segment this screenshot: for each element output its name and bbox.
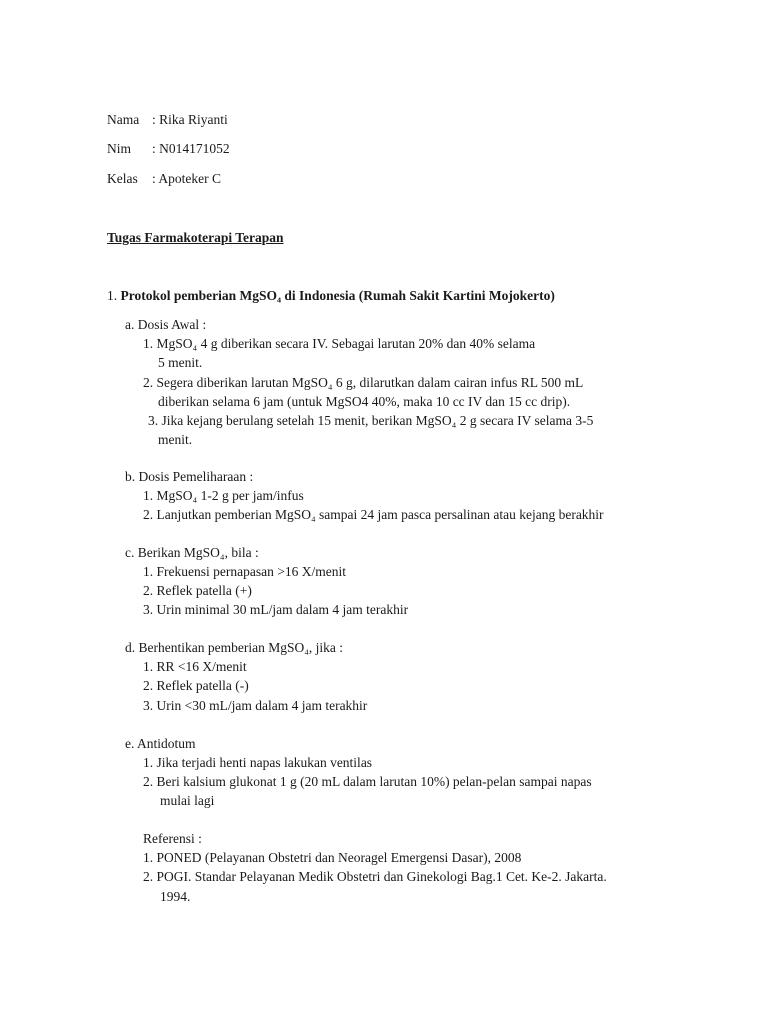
section-e-heading: e. Antidotum xyxy=(125,736,196,751)
list-item-c3: 3. Urin minimal 30 mL/jam dalam 4 jam terakhir xyxy=(143,602,409,617)
list-item-e2-line2: mulai lagi xyxy=(160,793,215,808)
nim-label: Nim xyxy=(107,141,132,156)
list-item-c2: 2. Reflek patella (+) xyxy=(143,583,252,598)
section-b-heading: b. Dosis Pemeliharaan : xyxy=(125,469,254,484)
reference-item-1: 1. PONED (Pelayanan Obstetri dan Neoragel Emergensi Dasar), 2008 xyxy=(143,850,522,865)
identity-kelas-row xyxy=(107,170,221,188)
list-item-a2-line2: diberikan selama 6 jam (untuk MgSO4 40%, maka 10 cc IV dan 15 cc drip). xyxy=(158,394,571,409)
nim-value: : N014171052 xyxy=(152,141,230,156)
list-item-e2-line1: 2. Beri kalsium glukonat 1 g (20 mL dalam larutan 10%) pelan-pelan sampai napas xyxy=(143,774,592,789)
document-title: Tugas Farmakoterapi Terapan xyxy=(107,230,284,245)
list-item-a1-line1: 1. MgSO₄ 4 g diberikan secara IV. Sebagai larutan 20% dan 40% selama xyxy=(143,336,536,351)
list-item-c1: 1. Frekuensi pernapasan >16 X/menit xyxy=(143,564,346,579)
kelas-label: Kelas xyxy=(107,171,138,186)
list-item-a3-line2: menit. xyxy=(158,432,193,447)
identity-nim-row xyxy=(107,140,230,158)
list-item-a2-line1: 2. Segera diberikan larutan MgSO₄ 6 g, dilarutkan dalam cairan infus RL 500 mL xyxy=(143,375,584,390)
reference-item-2-line1: 2. POGI. Standar Pelayanan Medik Obstetri dan Ginekologi Bag.1 Cet. Ke-2. Jakarta. xyxy=(143,869,607,884)
section-a-heading: a. Dosis Awal : xyxy=(125,317,207,332)
section-1-title: Protokol pemberian MgSO₄ di Indonesia (Rumah Sakit Kartini Mojokerto) xyxy=(120,288,555,303)
reference-item-2-line2: 1994. xyxy=(160,889,191,904)
references-heading: Referensi : xyxy=(143,831,202,846)
section-c-heading: c. Berikan MgSO₄, bila : xyxy=(125,545,259,560)
kelas-value: : Apoteker C xyxy=(152,171,221,186)
list-item-d1: 1. RR <16 X/menit xyxy=(143,659,247,674)
list-item-d2: 2. Reflek patella (-) xyxy=(143,678,249,693)
list-item-d3: 3. Urin <30 mL/jam dalam 4 jam terakhir xyxy=(143,698,368,713)
identity-nama-row xyxy=(107,111,228,129)
list-item-a1-line2: 5 menit. xyxy=(158,355,203,370)
list-item-a3-line1: 3. Jika kejang berulang setelah 15 menit, berikan MgSO₄ 2 g secara IV selama 3-5 xyxy=(148,413,594,428)
list-item-b2: 2. Lanjutkan pemberian MgSO₄ sampai 24 jam pasca persalinan atau kejang berakhir xyxy=(143,507,604,522)
list-item-b1: 1. MgSO₄ 1-2 g per jam/infus xyxy=(143,488,304,503)
list-item-e1: 1. Jika terjadi henti napas lakukan ventilas xyxy=(143,755,373,770)
nama-value: : Rika Riyanti xyxy=(152,112,228,127)
section-d-heading: d. Berhentikan pemberian MgSO₄, jika : xyxy=(125,640,344,655)
section-1-heading xyxy=(107,287,555,305)
section-1-number: 1. xyxy=(107,288,121,303)
nama-label: Nama xyxy=(107,112,140,127)
